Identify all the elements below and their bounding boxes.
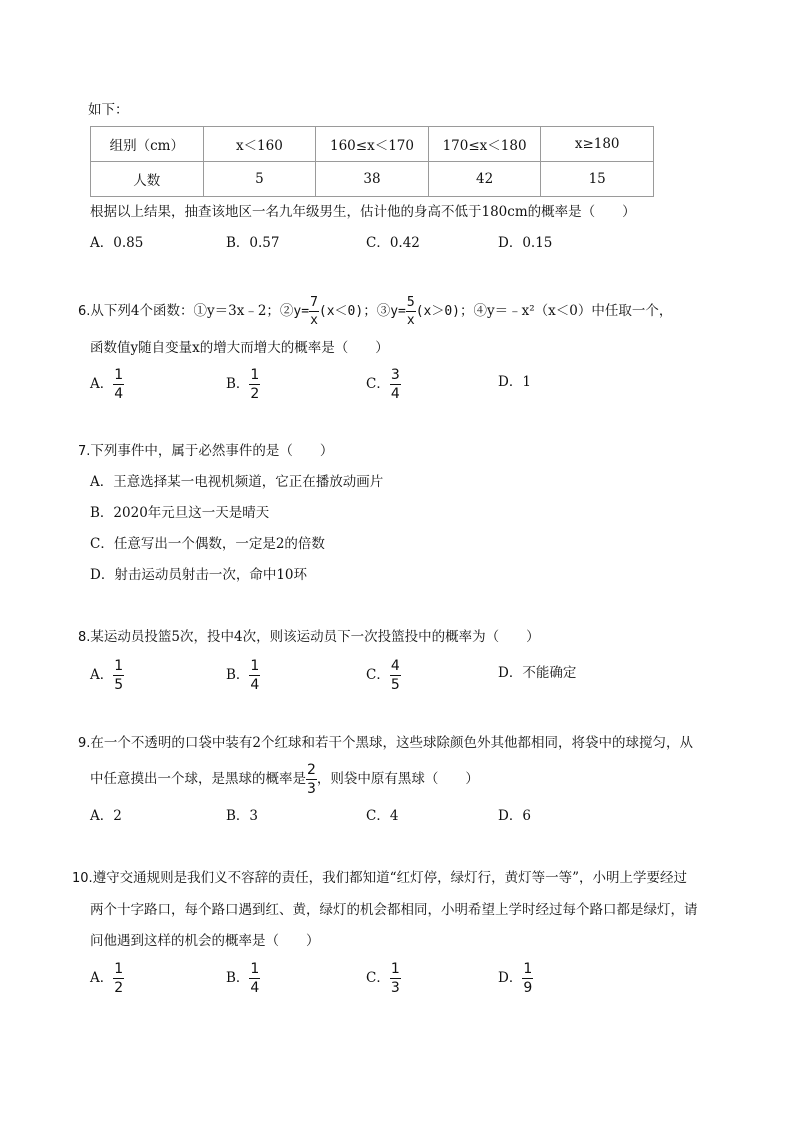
fraction bbox=[113, 659, 124, 692]
function-condition: (x＞0) bbox=[415, 304, 461, 319]
q10-line3: 问他遇到这样的机会的概率是（ ） bbox=[90, 933, 320, 949]
q8-option-b[interactable] bbox=[226, 659, 260, 692]
fraction-numerator: 1 bbox=[250, 961, 260, 977]
fraction bbox=[249, 659, 260, 692]
fraction bbox=[249, 962, 260, 995]
q10-option-a[interactable] bbox=[90, 962, 124, 995]
option-label: C． bbox=[366, 969, 390, 986]
fraction bbox=[309, 296, 319, 327]
fraction bbox=[406, 296, 416, 327]
option-label: D． bbox=[498, 969, 523, 986]
option-label: C． bbox=[366, 666, 390, 683]
table-row bbox=[91, 162, 654, 197]
q5-option-d[interactable]: D．0.15 bbox=[498, 235, 553, 251]
fraction bbox=[113, 962, 124, 995]
q5-option-a[interactable]: A．0.85 bbox=[90, 235, 144, 251]
fraction-denominator: 2 bbox=[114, 980, 124, 996]
q6-sep: ；③ bbox=[363, 302, 391, 319]
option-value: 不能确定 bbox=[522, 665, 577, 681]
option-label: B． bbox=[226, 969, 250, 986]
q7-option-a[interactable]: A．王意选择某一电视机频道，它正在播放动画片 bbox=[90, 474, 384, 490]
fraction-denominator: 5 bbox=[390, 677, 400, 693]
fraction-denominator: 9 bbox=[523, 980, 533, 996]
q8-option-d[interactable] bbox=[498, 667, 576, 681]
option-label: C． bbox=[366, 375, 390, 392]
fraction-denominator: 4 bbox=[390, 386, 400, 402]
question-number: 7. bbox=[78, 444, 91, 459]
function-condition: (x＜0) bbox=[318, 304, 364, 319]
fraction bbox=[113, 368, 124, 401]
q10-line2: 两个十字路口，每个路口遇到红、黄，绿灯的机会都相同，小明希望上学时经过每个路口都是绿灯，请 bbox=[90, 902, 698, 918]
option-label: A． bbox=[90, 666, 114, 683]
fraction-denominator: 2 bbox=[250, 386, 260, 402]
q7-option-d[interactable]: D．射击运动员射击一次，命中10环 bbox=[90, 567, 308, 583]
q10-option-b[interactable] bbox=[226, 962, 260, 995]
table-cell: 42 bbox=[428, 162, 541, 197]
fraction-numerator: 5 bbox=[406, 295, 415, 310]
q8-text: 某运动员投篮5次，投中4次，则该运动员下一次投篮投中的概率为（ ） bbox=[90, 629, 540, 645]
fraction-numerator: 1 bbox=[523, 961, 533, 977]
function-3 bbox=[390, 296, 460, 327]
q9-line2-a: 中任意摸出一个球，是黑球的概率是 bbox=[90, 770, 306, 787]
fraction-numerator: 1 bbox=[114, 367, 124, 383]
option-label: B． bbox=[226, 666, 250, 683]
fraction bbox=[306, 763, 317, 796]
q9-line2-b: ，则袋中原有黑球（ ） bbox=[316, 770, 479, 787]
fraction-numerator: 4 bbox=[390, 658, 400, 674]
q7-text: 下列事件中，属于必然事件的是（ ） bbox=[90, 443, 334, 459]
q9-option-d[interactable]: D．6 bbox=[498, 808, 531, 824]
fraction-numerator: 1 bbox=[250, 367, 260, 383]
table-cell: 5 bbox=[203, 162, 316, 197]
option-label: A． bbox=[90, 375, 114, 392]
option-value: 1 bbox=[522, 374, 531, 390]
q10-option-d[interactable] bbox=[498, 962, 533, 995]
question-number: 9. bbox=[78, 736, 91, 751]
height-table bbox=[90, 126, 654, 197]
fraction bbox=[249, 368, 260, 401]
fraction bbox=[390, 962, 401, 995]
fraction-denominator: 4 bbox=[114, 386, 124, 402]
q9-line1: 在一个不透明的口袋中装有2个红球和若干个黑球，这些球除颜色外其他都相同，将袋中的球搅匀，从 bbox=[90, 735, 693, 751]
option-label: B． bbox=[226, 375, 250, 392]
fraction-numerator: 2 bbox=[307, 762, 316, 778]
table-cell: 38 bbox=[316, 162, 429, 197]
function-lhs: y= bbox=[293, 304, 310, 319]
q6-stem bbox=[78, 296, 672, 327]
q8-option-c[interactable] bbox=[366, 659, 401, 692]
q5-text: 根据以上结果，抽查该地区一名九年级男生，估计他的身高不低于180cm的概率是（ ） bbox=[90, 204, 636, 220]
fraction-numerator: 1 bbox=[250, 658, 260, 674]
q7-option-b[interactable]: B．2020年元旦这一天是晴天 bbox=[90, 505, 270, 521]
fraction-denominator: 3 bbox=[390, 980, 400, 996]
q9-stem bbox=[78, 737, 693, 751]
function-lhs: y= bbox=[390, 304, 406, 319]
table-cell: 人数 bbox=[91, 162, 204, 197]
q7-option-c[interactable]: C．任意写出一个偶数，一定是2的倍数 bbox=[90, 536, 325, 552]
table-cell: 15 bbox=[541, 162, 654, 197]
q5-option-c[interactable]: C．0.42 bbox=[366, 235, 420, 251]
fraction-denominator: 4 bbox=[250, 677, 260, 693]
fraction-denominator: 3 bbox=[307, 781, 316, 797]
table-cell: x≥180 bbox=[541, 127, 654, 162]
question-number: 10. bbox=[72, 871, 93, 886]
q6-option-c[interactable] bbox=[366, 368, 401, 401]
q8-option-a[interactable] bbox=[90, 659, 124, 692]
option-label: D． bbox=[498, 374, 523, 390]
question-number: 6. bbox=[78, 304, 91, 319]
q10-line1: 遵守交通规则是我们义不容辞的责任，我们都知道“红灯停，绿灯行，黄灯等一等”，小明上学要经过 bbox=[92, 870, 687, 886]
q6-text-a: 从下列4个函数：①y＝3x﹣2；② bbox=[90, 302, 294, 319]
fraction bbox=[522, 962, 533, 995]
q9-option-b[interactable]: B．3 bbox=[226, 808, 259, 824]
fraction bbox=[390, 368, 401, 401]
fraction-numerator: 1 bbox=[390, 961, 400, 977]
q6-option-a[interactable] bbox=[90, 368, 124, 401]
table-cell: x＜160 bbox=[203, 127, 316, 162]
q9-option-c[interactable]: C．4 bbox=[366, 808, 399, 824]
option-label: D． bbox=[498, 665, 523, 681]
fraction-numerator: 3 bbox=[390, 367, 400, 383]
q7-stem bbox=[78, 445, 333, 459]
function-2 bbox=[293, 296, 363, 327]
fraction-numerator: 1 bbox=[114, 658, 124, 674]
q6-option-d[interactable] bbox=[498, 376, 531, 390]
q5-option-b[interactable]: B．0.57 bbox=[226, 235, 280, 251]
table-cell: 170≤x＜180 bbox=[428, 127, 541, 162]
option-label: A． bbox=[90, 969, 114, 986]
q9-line2 bbox=[90, 763, 479, 796]
q8-stem bbox=[78, 631, 540, 645]
fraction-denominator: 4 bbox=[250, 980, 260, 996]
fraction-denominator: 5 bbox=[114, 677, 124, 693]
fraction-numerator: 1 bbox=[114, 961, 124, 977]
q6-text-b: ；④y＝﹣x²（x＜0）中任取一个， bbox=[460, 302, 673, 319]
q9-option-a[interactable]: A．2 bbox=[90, 808, 122, 824]
question-number: 8. bbox=[78, 630, 91, 645]
table-cell: 160≤x＜170 bbox=[316, 127, 429, 162]
q6-option-b[interactable] bbox=[226, 368, 260, 401]
q6-line2: 函数值y随自变量x的增大而增大的概率是（ ） bbox=[90, 340, 389, 356]
table-cell: 组别（cm） bbox=[91, 127, 204, 162]
q10-option-c[interactable] bbox=[366, 962, 401, 995]
fraction-denominator: x bbox=[406, 313, 415, 328]
fraction-numerator: 7 bbox=[310, 295, 318, 310]
table-header-row bbox=[91, 127, 654, 162]
intro-text: 如下： bbox=[88, 102, 129, 118]
fraction bbox=[390, 659, 401, 692]
q10-stem bbox=[72, 872, 687, 886]
fraction-denominator: x bbox=[310, 313, 318, 328]
